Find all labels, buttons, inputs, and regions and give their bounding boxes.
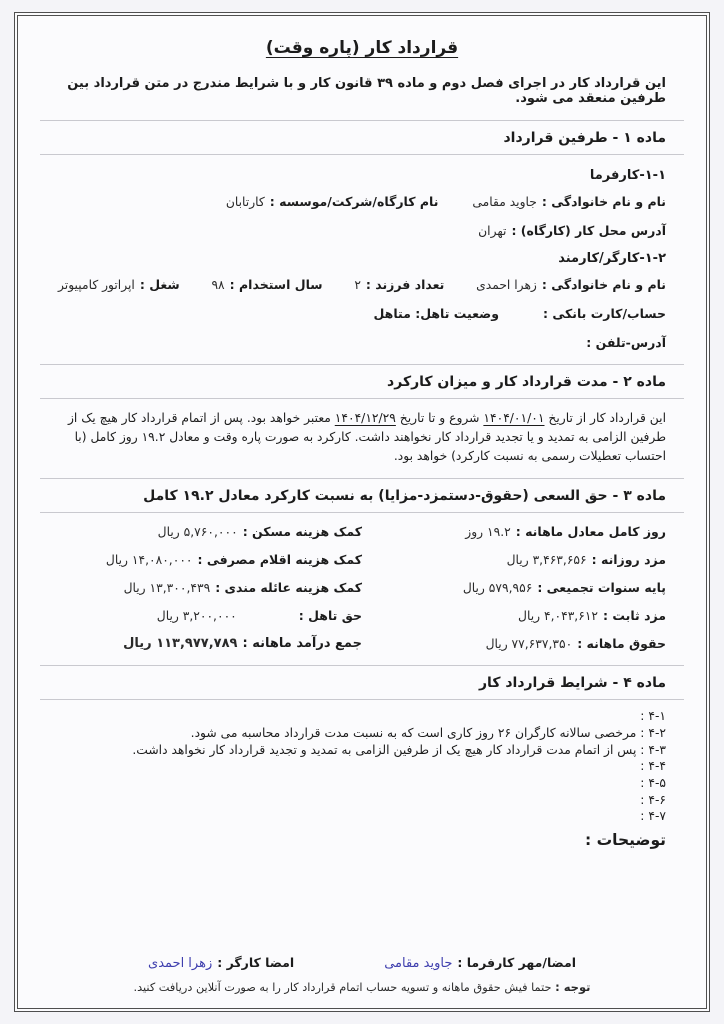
section-divider <box>40 665 684 666</box>
employer-company-label: نام کارگاه/شرکت/موسسه : <box>269 194 439 209</box>
article2-text-after: معتبر خواهد بود. پس از اتمام قرارداد کار هیچ یک از طرفین الزامی به تمدید و یا تجدید قرارداد کار نخواهند داشت. کارکرد به صورت پاره وقت و معادل ۱۹.۲ روز کامل (با احتساب تعطیلات رسمی به نسبت کارکرد) خواهد بود. <box>67 411 666 464</box>
salary-row <box>40 629 684 657</box>
worker-name-value: زهرا احمدی <box>476 278 537 292</box>
housing-allowance-field <box>58 524 362 539</box>
daily-wage-value: ۳,۴۶۳,۶۵۶ ریال <box>506 552 587 567</box>
housing-allowance-value: ۵,۷۶۰,۰۰۰ ریال <box>157 524 238 539</box>
section-divider <box>40 120 684 121</box>
family-allowance-label: کمک هزینه عائله مندی : <box>215 579 362 595</box>
contract-subtitle: این قرارداد کار در اجرای فصل دوم و ماده ۳۹ قانون کار و با شرایط مندرج در متن قرارداد بین طرفین منعقد می شود. <box>67 76 666 106</box>
employer-company-value: کارتابان <box>225 195 265 209</box>
article4-heading: ماده ۴ - شرایط قرارداد کار <box>479 675 666 692</box>
family-allowance-field <box>58 580 362 595</box>
consumables-allowance-value: ۱۴,۰۸۰,۰۰۰ ریال <box>105 552 193 567</box>
employer-signature-name: جاوید مقامی <box>384 956 453 971</box>
worker-marital-status: وضعیت تاهل: متاهل <box>373 306 500 321</box>
fixed-wage-value: ۴,۰۴۳,۶۱۲ ریال <box>518 608 599 623</box>
salary-row <box>40 573 684 601</box>
employer-company-field <box>226 194 439 209</box>
worker-name-label: نام و نام خانوادگی : <box>541 277 666 292</box>
article4-item-2: ۴-۲ : مرخصی سالانه کارگران ۲۶ روز کاری است که به نسبت مدت قرارداد محاسبه می شود. <box>190 725 666 740</box>
article1-heading: ماده ۱ - طرفین قرارداد <box>503 130 666 146</box>
monthly-salary-field <box>362 636 666 651</box>
contract-frame <box>14 12 710 1012</box>
section-divider <box>40 154 684 155</box>
notice-text: حتما فیش حقوق ماهانه و تسویه حساب اتمام قرارداد کار را به صورت آنلاین دریافت کنید. <box>133 981 552 994</box>
fixed-wage-label: مزد ثابت : <box>603 607 666 623</box>
seniority-base-label: پایه سنوات تجمیعی : <box>537 579 666 595</box>
worker-children-label: تعداد فرزند : <box>365 277 445 292</box>
header <box>40 38 684 58</box>
daily-wage-label: مزد روزانه : <box>591 551 666 567</box>
monthly-salary-value: ۷۷,۶۳۷,۳۵۰ ریال <box>485 636 573 651</box>
employer-address-field <box>478 223 666 238</box>
worker-signature <box>148 955 294 971</box>
worker-name-field <box>476 277 666 292</box>
worker-hire-year-value: ۹۸ <box>211 278 225 292</box>
article2-text-between: شروع و تا تاریخ <box>395 411 484 425</box>
fixed-wage-field <box>362 608 666 623</box>
worker-signature-name: زهرا احمدی <box>148 956 213 971</box>
worker-bank-label: حساب/کارت بانکی : <box>543 306 666 321</box>
employer-name-field <box>472 194 666 209</box>
article4-item-5: ۴-۵ : <box>640 776 666 791</box>
worker-address-phone-label: آدرس-تلفن : <box>586 335 666 350</box>
article4-item-6: ۴-۶ : <box>640 792 666 807</box>
contract-title: قرارداد کار (پاره وقت) <box>265 38 459 58</box>
employer-signature <box>384 955 576 971</box>
seniority-base-field <box>362 580 666 595</box>
employer-name-value: جاوید مقامی <box>472 195 537 209</box>
salary-row <box>40 545 684 573</box>
marriage-allowance-field <box>58 608 362 623</box>
worker-row-3 <box>40 335 684 350</box>
consumables-allowance-label: کمک هزینه اقلام مصرفی : <box>197 551 362 567</box>
salary-table <box>40 517 684 657</box>
contract-end-date: ۱۴۰۴/۱۲/۲۹ <box>334 411 396 425</box>
article4-item-4: ۴-۴ : <box>640 759 666 774</box>
article4-item-3: ۴-۳ : پس از اتمام مدت قرارداد کار هیچ یک از طرفین الزامی به تمدید و تجدید قرارداد کار نخواهد داشت. <box>132 742 666 757</box>
family-allowance-value: ۱۳,۳۰۰,۴۳۹ ریال <box>123 580 211 595</box>
worker-hire-year-label: سال استخدام : <box>229 277 323 292</box>
worker-children-value: ۲ <box>354 278 361 292</box>
total-income-label: جمع درآمد ماهانه : <box>242 635 362 651</box>
article4-items <box>40 708 684 825</box>
footer-notice <box>40 980 684 994</box>
article2-heading: ماده ۲ - مدت قرارداد کار و میزان کارکرد <box>387 374 666 390</box>
worker-children-field <box>354 277 444 292</box>
worker-job-value: اپراتور کامپیوتر <box>58 278 135 292</box>
section-divider <box>40 364 684 365</box>
article4-item-1: ۴-۱ : <box>640 709 666 724</box>
total-income-value: ۱۱۳,۹۷۷,۷۸۹ ریال <box>123 635 238 651</box>
worker-row-2 <box>40 306 684 321</box>
employer-row-1 <box>40 194 684 209</box>
marriage-allowance-label: حق تاهل : <box>298 607 362 623</box>
monthly-days-value: ۱۹.۲ روز <box>465 524 511 539</box>
employer-subheading: ۱-۱-کارفرما <box>589 168 666 183</box>
employer-address-value: تهران <box>478 224 507 238</box>
employer-address-label: آدرس محل کار (کارگاه) : <box>511 223 666 238</box>
employer-signature-label: امضا/مهر کارفرما : <box>457 955 576 970</box>
worker-job-label: شغل : <box>139 277 180 292</box>
monthly-days-label: روز کامل معادل ماهانه : <box>515 523 666 539</box>
worker-job-field <box>58 277 180 292</box>
worker-hire-year-field <box>211 277 322 292</box>
daily-wage-field <box>362 552 666 567</box>
salary-row <box>40 517 684 545</box>
monthly-salary-label: حقوق ماهانه : <box>577 635 666 651</box>
housing-allowance-label: کمک هزینه مسکن : <box>242 523 362 539</box>
worker-row-1 <box>40 277 684 292</box>
signature-row <box>40 955 684 971</box>
marriage-allowance-value: ۳,۲۰۰,۰۰۰ ریال <box>156 608 237 623</box>
section-divider <box>40 398 684 399</box>
worker-subheading: ۱-۲-کارگر/کارمند <box>558 251 666 266</box>
worker-signature-label: امضا کارگر : <box>217 955 295 970</box>
section-divider <box>40 478 684 479</box>
consumables-allowance-field <box>58 552 362 567</box>
employer-row-2 <box>40 223 684 238</box>
blank-space <box>40 849 684 955</box>
notice-label: توجه : <box>555 980 591 994</box>
section-divider <box>40 699 684 700</box>
seniority-base-value: ۵۷۹,۹۵۶ ریال <box>462 580 533 595</box>
section-divider <box>40 512 684 513</box>
salary-row <box>40 601 684 629</box>
contract-start-date: ۱۴۰۴/۰۱/۰۱ <box>483 411 545 425</box>
monthly-days-field <box>362 524 666 539</box>
employer-name-label: نام و نام خانوادگی : <box>541 194 666 209</box>
article2-paragraph <box>40 409 684 466</box>
total-income-field <box>58 636 362 651</box>
article3-heading: ماده ۳ - حق السعی (حقوق-دستمزد-مزایا) به نسبت کارکرد معادل ۱۹.۲ کامل <box>143 488 666 505</box>
article2-text-before: این قرارداد کار از تاریخ <box>544 411 666 425</box>
notes-heading: توضیحات : <box>584 831 666 850</box>
article4-item-7: ۴-۷ : <box>640 809 666 824</box>
